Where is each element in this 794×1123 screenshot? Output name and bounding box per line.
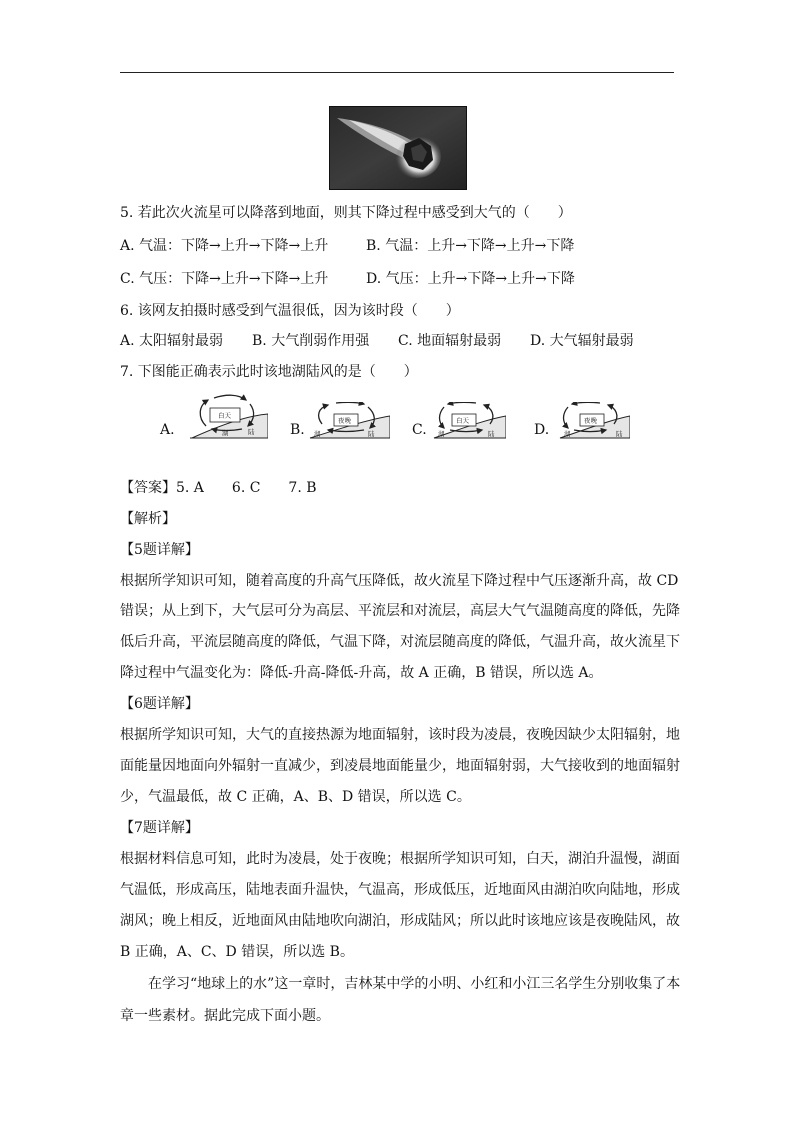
diagram-c-letter: C. <box>412 422 427 438</box>
intro-paragraph-line: 在学习“地球上的水”这一章时，吉林某中学的小明、小红和小江三名学生分别收集了本 <box>148 976 681 992</box>
detail-5-line: 低后升高，平流层随高度的降低，气温下降，对流层随高度的降低，气温升高，故火流星下 <box>120 634 680 650</box>
detail-5-line: 错误；从上到下，大气层可分为高层、平流层和对流层，高层大气气温随高度的降低，先降 <box>120 603 680 619</box>
question-5-option-d: D. 气压：上升→下降→上升→下降 <box>366 271 575 287</box>
diagram-b-time-label: 夜晚 <box>338 416 351 425</box>
diagram-b-lake-land-breeze <box>306 402 390 442</box>
analysis-heading: 【解析】 <box>120 511 176 527</box>
diagram-d-letter: D. <box>534 422 550 438</box>
diagram-d-land-label: 陆 <box>616 430 623 438</box>
question-6-option-c: C. 地面辐射最弱 <box>398 333 502 349</box>
question-5-option-a: A. 气温：下降→上升→下降→上升 <box>120 238 329 254</box>
detail-7-line: B 正确，A、C、D 错误，所以选 B。 <box>120 944 354 960</box>
question-6-stem: 6. 该网友拍摄时感受到气温很低，因为该时段（ ） <box>120 303 460 319</box>
detail-5-line: 降过程中气温变化为：降低-升高-降低-升高，故 A 正确，B 错误，所以选 A。 <box>120 665 603 681</box>
diagram-d-lake-label: 湖 <box>564 430 571 438</box>
detail-7-heading: 【7题详解】 <box>120 820 199 836</box>
diagram-c-land-label: 陆 <box>488 430 495 438</box>
fireball-meteor-photo <box>329 106 467 190</box>
diagram-b-land-label: 陆 <box>368 430 375 438</box>
diagram-d-lake-land-breeze <box>556 402 630 442</box>
diagram-c-lake-land-breeze <box>430 402 506 442</box>
diagram-b-letter: B. <box>290 422 305 438</box>
question-6-option-d: D. 大气辐射最弱 <box>530 333 634 349</box>
answer-line: 【答案】5. A 6. C 7. B <box>120 480 317 496</box>
diagram-a-letter: A. <box>160 422 175 438</box>
diagram-a-land-label: 陆 <box>248 428 255 436</box>
detail-5-line: 根据所学知识可知，随着高度的升高气压降低，故火流星下降过程中气压逐渐升高，故 CD <box>120 573 679 589</box>
detail-6-line: 根据所学知识可知，大气的直接热源为地面辐射，该时段为凌晨，夜晚因缺少太阳辐射，地 <box>120 727 680 743</box>
diagram-a-lake-land-breeze <box>184 392 268 442</box>
detail-6-line: 面能量因地面向外辐射一直减少，到凌晨地面能量少，地面辐射弱，大气接收到的地面辐射 <box>120 758 680 774</box>
diagram-a-lake-label: 湖 <box>222 429 229 437</box>
detail-6-line: 少，气温最低，故 C 正确，A、B、D 错误，所以选 C。 <box>120 789 471 805</box>
diagram-b-lake-label: 湖 <box>314 430 321 438</box>
question-5-stem: 5. 若此次火流星可以降落到地面，则其下降过程中感受到大气的（ ） <box>120 205 572 221</box>
question-6-option-b: B. 大气削弱作用强 <box>252 333 370 349</box>
question-5-option-c: C. 气压：下降→上升→下降→上升 <box>120 271 329 287</box>
question-7-stem: 7. 下图能正确表示此时该地湖陆风的是（ ） <box>120 364 418 380</box>
detail-7-line: 气温低，形成高压，陆地表面升温快，气温高，形成低压，近地面风由湖泊吹向陆地，形成 <box>120 882 680 898</box>
diagram-d-time-label: 夜晚 <box>584 416 597 425</box>
diagram-c-time-label: 白天 <box>456 416 469 425</box>
header-rule <box>120 72 674 73</box>
question-5-option-b: B. 气温：上升→下降→上升→下降 <box>366 238 575 254</box>
detail-6-heading: 【6题详解】 <box>120 696 199 712</box>
detail-7-line: 湖风；晚上相反，近地面风由陆地吹向湖泊，形成陆风；所以此时该地应该是夜晚陆风，故 <box>120 913 680 929</box>
intro-paragraph-line: 章一些素材。据此完成下面小题。 <box>120 1008 330 1024</box>
question-6-option-a: A. 太阳辐射最弱 <box>120 333 224 349</box>
detail-7-line: 根据材料信息可知，此时为凌晨，处于夜晚；根据所学知识可知，白天，湖泊升温慢，湖面 <box>120 851 680 867</box>
diagram-a-time-label: 白天 <box>218 411 231 420</box>
detail-5-heading: 【5题详解】 <box>120 542 199 558</box>
diagram-c-lake-label: 湖 <box>438 430 445 438</box>
